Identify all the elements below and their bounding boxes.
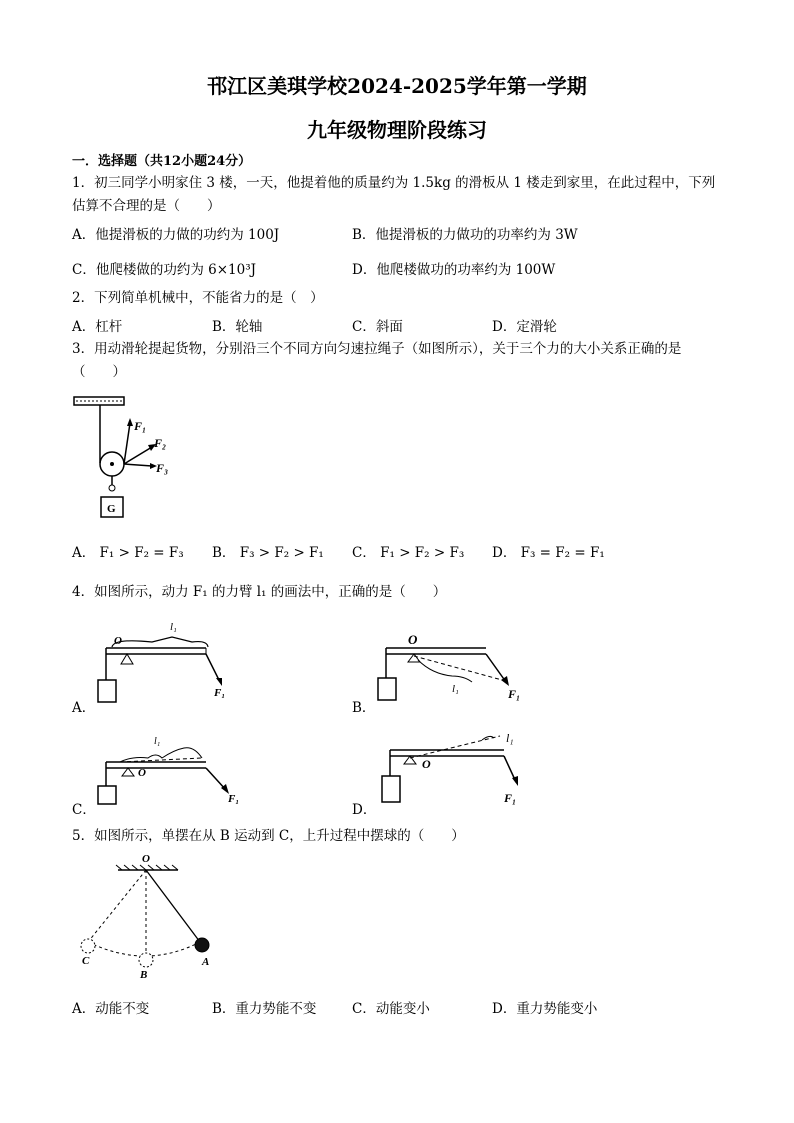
- section-heading: 一．选择题（共12小题24分）: [72, 154, 252, 169]
- q4-option-d[interactable]: D．: [352, 802, 377, 818]
- label-o: O: [142, 853, 150, 865]
- label-o: O: [408, 632, 418, 647]
- q3-option-b[interactable]: B． F₃ > F₂ > F₁: [212, 545, 324, 561]
- q4-option-a[interactable]: A．: [72, 700, 96, 716]
- q1-option-b[interactable]: B．他提滑板的力做功的功率约为 3W: [352, 227, 578, 243]
- label-b: B: [140, 969, 148, 980]
- label-o: O: [114, 635, 122, 647]
- pendulum-diagram: [74, 850, 224, 980]
- lever-diagram-c: [92, 728, 252, 810]
- q4-stem: 4．如图所示，动力 F₁ 的力臂 l₁ 的画法中，正确的是（ ）: [72, 584, 447, 600]
- label-o: O: [422, 757, 431, 771]
- label-f1: F₁: [508, 687, 521, 701]
- q1-option-a[interactable]: A．他提滑板的力做的功约为 100J: [72, 227, 280, 243]
- q3-stem-line1: 3．用动滑轮提起货物，分别沿三个不同方向匀速拉绳子（如图所示），关于三个力的大小关系正确的是: [72, 341, 682, 357]
- label-g: G: [107, 503, 116, 515]
- q5-option-a[interactable]: A．动能不变: [72, 1001, 150, 1017]
- q2-option-a[interactable]: A．杠杆: [72, 319, 123, 335]
- pendulum-position-b: [139, 953, 153, 967]
- q3-stem-line2: （ ）: [72, 364, 126, 380]
- q2-option-d[interactable]: D．定滑轮: [492, 319, 557, 335]
- q5-option-c[interactable]: C．动能变小: [352, 1001, 430, 1017]
- label-f1: F₁: [504, 791, 517, 805]
- label-f1: F₁: [134, 419, 147, 433]
- lever-diagram-d: [372, 728, 542, 812]
- lever-diagram-b: [372, 630, 542, 710]
- q3-option-a[interactable]: A． F₁ > F₂ = F₃: [72, 545, 184, 561]
- arm-brace: [112, 637, 208, 647]
- label-a: A: [202, 956, 210, 968]
- q4-option-c[interactable]: C．: [72, 802, 96, 818]
- label-f1: F₁: [228, 793, 240, 805]
- q2-option-b[interactable]: B．轮轴: [212, 319, 263, 335]
- q3-option-d[interactable]: D． F₃ = F₂ = F₁: [492, 545, 605, 561]
- label-c: C: [82, 955, 90, 967]
- label-o: O: [138, 767, 146, 779]
- label-l1: l₁: [506, 731, 514, 745]
- label-f1: F₁: [214, 687, 226, 699]
- q5-option-d[interactable]: D．重力势能变小: [492, 1001, 598, 1017]
- lever-diagram-a: [92, 612, 242, 712]
- q1-stem-line2: 估算不合理的是（ ）: [72, 198, 221, 214]
- force-f3-arrow: [124, 464, 152, 466]
- label-f2: F₂: [154, 436, 167, 450]
- q2-option-c[interactable]: C．斜面: [352, 319, 403, 335]
- label-l1: l₁: [170, 621, 177, 633]
- q4-option-b[interactable]: B．: [352, 700, 376, 716]
- q5-stem: 5．如图所示，单摆在从 B 运动到 C，上升过程中摆球的（ ）: [72, 828, 465, 844]
- label-f3: F₃: [156, 461, 169, 475]
- force-f1-arrow: [124, 423, 130, 464]
- page-subtitle: 九年级物理阶段练习: [307, 118, 487, 142]
- q1-option-c[interactable]: C．他爬楼做的功约为 6×10³J: [72, 262, 257, 278]
- q3-option-c[interactable]: C． F₁ > F₂ > F₃: [352, 545, 465, 561]
- page-title: 邗江区美琪学校2024-2025学年第一学期: [207, 74, 587, 98]
- label-l1: l₁: [452, 683, 459, 695]
- pendulum-ball-a: [195, 938, 209, 952]
- q2-stem: 2．下列简单机械中，不能省力的是（ ）: [72, 290, 324, 306]
- q1-stem-line1: 1．初三同学小明家住 3 楼，一天，他提着他的质量约为 1.5kg 的滑板从 1 楼走到家里，在此过程中，下列: [72, 175, 716, 191]
- label-l1: l₁: [154, 736, 161, 747]
- pulley-diagram: [70, 393, 180, 523]
- pendulum-position-c: [81, 939, 95, 953]
- q1-option-d[interactable]: D．他爬楼做功的功率约为 100W: [352, 262, 556, 278]
- force-f2-arrow: [124, 447, 152, 464]
- q5-option-b[interactable]: B．重力势能不变: [212, 1001, 317, 1017]
